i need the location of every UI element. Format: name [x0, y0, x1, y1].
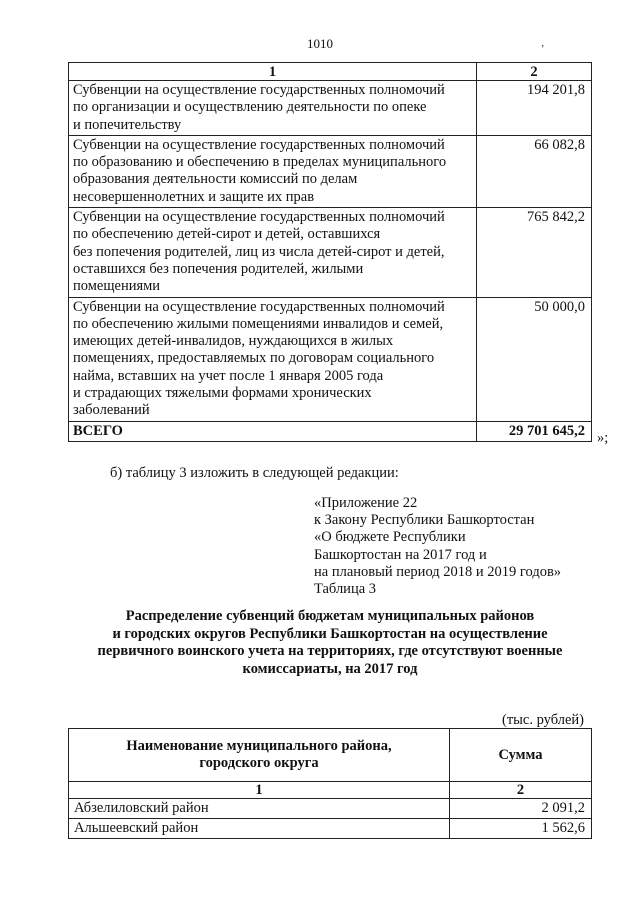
row-value: 50 000,0: [477, 297, 592, 421]
row-name-line: Субвенции на осуществление государственных полномочий: [73, 82, 445, 98]
table-header-row: [69, 63, 592, 81]
total-row: [69, 421, 592, 441]
appendix-line: «Приложение 22: [314, 495, 418, 511]
table-row: [69, 135, 592, 207]
appendix-block: [314, 495, 561, 598]
column-number-1: 1: [69, 782, 450, 799]
title-line: первичного воинского учета на территориях, где отсутствуют военные: [97, 643, 563, 659]
distribution-table: [68, 728, 592, 839]
total-value: 29 701 645,2: [477, 421, 592, 441]
row-name-line: по образованию и обеспечению в пределах муниципального: [73, 154, 447, 171]
district-name: Абзелиловский район: [69, 799, 450, 819]
appendix-line: к Закону Республики Башкортостан: [314, 512, 535, 529]
row-name-line: Субвенции на осуществление государственных полномочий: [73, 136, 445, 153]
row-name-line: заболеваний: [73, 402, 150, 419]
total-label: ВСЕГО: [69, 421, 477, 441]
row-name-line: образования деятельности комиссий по делам: [73, 171, 358, 188]
section-title: [68, 608, 592, 678]
row-value: 765 842,2: [477, 208, 592, 297]
column-number-2: 2: [477, 63, 592, 81]
row-name-line: несовершеннолетних и защите их прав: [73, 188, 315, 205]
row-name-line: оставшихся без попечения родителей, жилыми: [73, 260, 364, 277]
row-name-cell: [69, 135, 477, 207]
table-row: [69, 799, 592, 819]
table-row: [69, 297, 592, 421]
subventions-table: [68, 62, 592, 442]
table-row: [69, 819, 592, 839]
units-label: (тыс. рублей): [502, 712, 584, 728]
district-name: Альшеевский район: [69, 819, 450, 839]
header-sum: Сумма: [450, 729, 592, 782]
row-name-line: и страдающих тяжелыми формами хронических: [73, 385, 372, 402]
row-name-line: по обеспечению детей-сирот и детей, оставшихся: [73, 226, 381, 243]
title-line: комиссариаты, на 2017 год: [242, 660, 418, 677]
table-row: [69, 208, 592, 297]
row-name-line: и попечительству: [73, 116, 182, 133]
header-line: городского округа: [199, 755, 319, 771]
district-value: 2 091,2: [450, 799, 592, 819]
row-name-line: по обеспечению жилыми помещениями инвалидов и семей,: [73, 315, 444, 332]
table-row: [69, 81, 592, 136]
row-name-line: имеющих детей-инвалидов, нуждающихся в жилых: [73, 333, 394, 350]
header-line: Наименование муниципального района,: [126, 738, 392, 754]
table-header-row: [69, 729, 592, 782]
row-name-cell: [69, 81, 477, 136]
appendix-line: на плановый период 2018 и 2019 годов»: [314, 563, 562, 580]
row-name-line: без попечения родителей, лиц из числа детей-сирот и детей,: [73, 243, 445, 260]
row-name-line: Субвенции на осуществление государственных полномочий: [73, 298, 445, 315]
title-line: Распределение субвенций бюджетам муниципальных районов: [125, 608, 535, 624]
column-number-1: 1: [69, 63, 477, 81]
column-number-row: [69, 782, 592, 799]
paragraph-b: б) таблицу 3 изложить в следующей редакции:: [110, 465, 399, 481]
row-name-line: Субвенции на осуществление государственных полномочий: [73, 209, 445, 226]
row-name-line: помещениями: [73, 278, 161, 295]
appendix-line: «О бюджете Республики: [314, 529, 466, 546]
row-name-line: по организации и осуществлению деятельности по опеке: [73, 99, 427, 116]
row-name-cell: [69, 208, 477, 297]
appendix-line: Башкортостан на 2017 год и: [314, 546, 487, 563]
column-number-2: 2: [450, 782, 592, 799]
district-value: 1 562,6: [450, 819, 592, 839]
row-name-cell: [69, 297, 477, 421]
page-mark: ‚: [541, 38, 545, 49]
closing-quote: »;: [597, 430, 609, 446]
header-name-cell: [69, 729, 450, 782]
appendix-line: Таблица 3: [314, 581, 377, 598]
title-line: и городских округов Республики Башкортостан на осуществление: [112, 625, 548, 642]
row-name-line: найма, вставших на учет после 1 января 2005 года: [73, 367, 384, 384]
row-name-line: помещениях, предоставляемых по договорам социального: [73, 350, 435, 367]
row-value: 194 201,8: [477, 81, 592, 136]
page-number: 1010: [307, 36, 333, 51]
row-value: 66 082,8: [477, 135, 592, 207]
